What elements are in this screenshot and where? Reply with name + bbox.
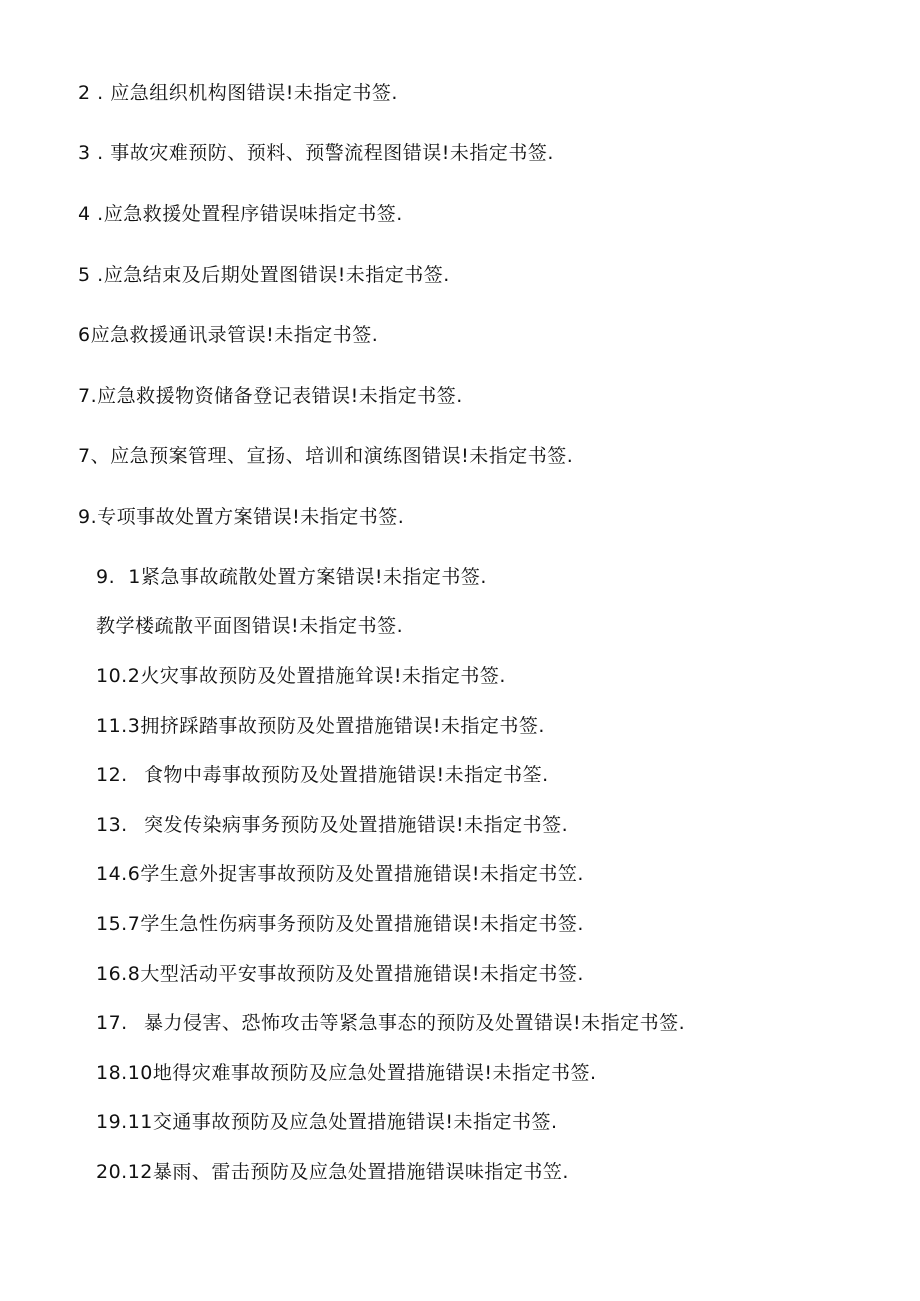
toc-item-number: 2 bbox=[78, 82, 91, 104]
toc-item-text: 突发传染病事务预防及处置措施错误!未指定书签. bbox=[144, 814, 569, 836]
toc-item-text: 学生意外捉害事故预防及处置措施错误!未指定书笠. bbox=[140, 863, 584, 885]
toc-item-number: 16.8 bbox=[96, 963, 141, 985]
toc-item bbox=[96, 862, 584, 886]
toc-item-text: 应急救援物资储备登记表错误!未指定书签. bbox=[97, 385, 463, 407]
toc-item-text: 拥挤踩踏事故预防及处置措施错误!未指定书签. bbox=[140, 715, 545, 737]
toc-item-number: 20.12 bbox=[96, 1161, 153, 1183]
toc-item bbox=[96, 664, 506, 688]
toc-item-text: 应急组织机构图错误!未指定书签. bbox=[110, 82, 398, 104]
toc-item bbox=[78, 384, 463, 408]
toc-item bbox=[78, 444, 573, 468]
toc-item bbox=[96, 813, 568, 837]
toc-item-number: 17. bbox=[96, 1012, 128, 1034]
toc-item-text: 应急救援处置程序错误味指定书签. bbox=[103, 203, 403, 225]
toc-item-text: 应急预案管理、宣扬、培训和演练图错误!未指定书签. bbox=[110, 445, 574, 467]
toc-item-text: 暴力侵害、恐怖攻击等紧急事态的预防及处置错误!未指定书签. bbox=[144, 1012, 686, 1034]
toc-item-number: 6 bbox=[78, 324, 91, 346]
toc-item-number: 12. bbox=[96, 764, 128, 786]
toc-item-text: 火灾事故预防及处置措施耸误!未指定书签. bbox=[140, 665, 506, 687]
toc-item-text: 应急救援通讯录管误!未指定书签. bbox=[90, 324, 379, 346]
toc-item-text: 专项事故处置方案错误!未指定书签. bbox=[97, 506, 405, 528]
toc-item-number: 9. bbox=[96, 566, 116, 588]
toc-item-number: 9. bbox=[78, 506, 98, 528]
toc-item bbox=[96, 1110, 558, 1134]
toc-item-number: 5 bbox=[78, 264, 91, 286]
toc-item bbox=[78, 323, 378, 347]
toc-item bbox=[78, 81, 398, 105]
toc-item-text: 学生急性伤病事务预防及处置措施错误!未指定书签. bbox=[140, 913, 584, 935]
toc-item bbox=[96, 714, 545, 738]
toc-item-number: 19.11 bbox=[96, 1111, 153, 1133]
toc-item-number: 7. bbox=[78, 385, 98, 407]
toc-item-text: 大型活动平安事故预防及处置措施错误!未指定书签. bbox=[140, 963, 584, 985]
toc-item-number: 14.6 bbox=[96, 863, 141, 885]
toc-item-number: 15.7 bbox=[96, 913, 141, 935]
toc-item-text: 事故灾难预防、预料、预警流程图错误!未指定书签. bbox=[110, 142, 554, 164]
toc-item-separator: . bbox=[90, 142, 111, 164]
toc-item bbox=[78, 202, 403, 226]
toc-item-separator: 1 bbox=[115, 566, 141, 588]
toc-item-text: 暴雨、雷击预防及应急处置措施错误味指定书笠. bbox=[152, 1161, 569, 1183]
toc-item-text: 应急结束及后期处置图错误!未指定书签. bbox=[103, 264, 450, 286]
toc-item bbox=[96, 912, 584, 936]
toc-item-separator: 、 bbox=[90, 445, 111, 467]
toc-item-number: 11.3 bbox=[96, 715, 141, 737]
toc-item-number: 18.10 bbox=[96, 1062, 153, 1084]
toc-item-number: 7 bbox=[78, 445, 91, 467]
toc-item bbox=[78, 141, 554, 165]
toc-item-separator: . bbox=[90, 203, 104, 225]
toc-item-text: 食物中毒事故预防及处置措施错误!未指定书筌. bbox=[144, 764, 549, 786]
toc-item bbox=[96, 962, 584, 986]
toc-item-text: 交通事故预防及应急处置措施错误!未指定书签. bbox=[152, 1111, 558, 1133]
toc-item bbox=[96, 565, 487, 589]
toc-item-number: 4 bbox=[78, 203, 91, 225]
toc-item-number: 13. bbox=[96, 814, 128, 836]
toc-item-text: 地得灾难事故预防及应急处置措施错误!未指定书签. bbox=[152, 1062, 597, 1084]
toc-item bbox=[96, 1011, 685, 1035]
toc-item-number: 10.2 bbox=[96, 665, 141, 687]
toc-item-number: 3 bbox=[78, 142, 91, 164]
toc-item bbox=[96, 763, 549, 787]
toc-item-text: 紧急事故疏散处置方案错误!未指定书签. bbox=[140, 566, 487, 588]
toc-item bbox=[78, 505, 404, 529]
toc-item bbox=[78, 263, 450, 287]
toc-item-text: 教学楼疏散平面图错误!未指定书签. bbox=[96, 615, 404, 637]
toc-item bbox=[96, 1061, 597, 1085]
toc-item-separator: . bbox=[90, 264, 104, 286]
toc-item bbox=[96, 614, 403, 638]
toc-item-separator: . bbox=[90, 82, 111, 104]
toc-item bbox=[96, 1160, 569, 1184]
